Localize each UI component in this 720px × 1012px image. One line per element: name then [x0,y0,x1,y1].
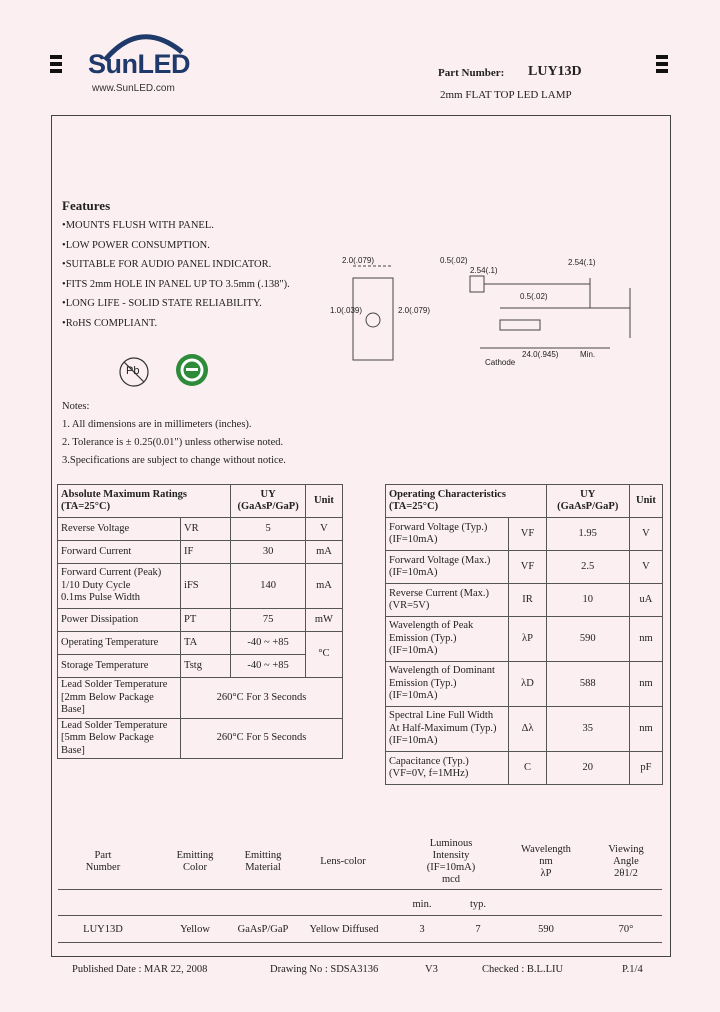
table-row: Lead Solder Temperature [2mm Below Package Base] 260°C For 3 Seconds [58,678,343,719]
note-item: 3.Specifications are subject to change without notice. [62,455,286,466]
logo-text: SunLED [88,49,190,79]
sunled-logo [80,22,200,92]
table-row: Wavelength of Peak Emission (Typ.) (IF=10mA) λP 590 nm [386,617,663,662]
col-viewing-angle: Viewing Angle 2θ1/2 [608,844,644,879]
drawing-number: Drawing No : SDSA3136 [270,964,379,975]
feature-item: • LOW POWER CONSUMPTION. [62,236,290,256]
abs-max-title: Absolute Maximum Ratings (TA=25°C) [58,485,231,518]
dim-label: 2.54(.1) [470,266,498,275]
col-luminous-intensity: Luminous Intensity (IF=10mA) mcd [426,838,476,885]
table-row: Reverse Voltage VR 5 V [58,518,343,541]
notes [62,398,286,470]
table-row: Forward Voltage (Typ.) (IF=10mA) VF 1.95 V [386,518,663,551]
table-row: Storage Temperature Tstg -40 ~ +85 [58,655,343,678]
dim-label: 2.54(.1) [568,258,596,267]
abs-max-col-unit: Unit [305,485,342,518]
col-wavelength: Wavelength nm λP [521,844,571,879]
table-row: Capacitance (Typ.) (VF=0V, f=1MHz) C 20 pF [386,752,663,785]
part-number-label: Part Number: [438,67,505,79]
note-item: 1. All dimensions are in millimeters (inches). [62,419,252,430]
page-number: P.1/4 [622,964,643,975]
feature-item: • FITS 2mm HOLE IN PANEL UP TO 3.5mm (.138"). [62,275,290,295]
typ-label: typ. [469,899,487,910]
table-row: Forward Current (Peak) 1/10 Duty Cycle 0.1ms Pulse Width iFS 140 mA [58,564,343,609]
table-row: Reverse Current (Max.) (VR=5V) IR 10 uA [386,584,663,617]
dim-label: 24.0(.945) [522,350,559,359]
table-row: Lead Solder Temperature [5mm Below Package Base] 260°C For 5 Seconds [58,718,343,759]
dim-label: 0.5(.02) [440,256,468,265]
table-row: Spectral Line Full Width At Half-Maximum (Typ.) (IF=10mA) Δλ 35 nm [386,707,663,752]
subtitle: 2mm FLAT TOP LED LAMP [440,89,572,101]
col-emitting-color: Emitting Color [176,850,214,873]
package-drawing [330,248,660,373]
feature-item: • MOUNTS FLUSH WITH PANEL. [62,216,290,236]
divider [58,889,662,890]
website: www.SunLED.com [92,83,175,94]
op-char-table [385,484,663,785]
dim-label: 0.5(.02) [520,292,548,301]
col-emitting-material: Emitting Material [244,850,282,873]
min-label: min. [412,899,432,910]
col-lens-color: Lens-color [320,856,366,867]
table-row: Power Dissipation PT 75 mW [58,609,343,632]
left-bars-icon [50,55,62,76]
checked-by: Checked : B.L.LIU [482,964,564,975]
features-title: Features [62,198,111,213]
divider [58,942,662,943]
divider [58,915,662,916]
table-row: Forward Current IF 30 mA [58,541,343,564]
pb-free-icon: Pb [118,356,150,388]
note-item: 2. Tolerance is ± 0.25(0.01") unless otherwise noted. [62,437,284,448]
op-char-col-uy: UY (GaAsP/GaP) [546,485,629,518]
op-char-col-unit: Unit [629,485,662,518]
dim-label: Min. [580,350,596,359]
abs-max-table [57,484,343,759]
dim-label: 1.0(.039) [330,306,363,315]
dim-label: 2.0(.079) [398,306,431,315]
feature-item: • SUITABLE FOR AUDIO PANEL INDICATOR. [62,255,290,275]
part-number: LUY13D [528,64,582,79]
feature-item: • RoHS COMPLIANT. [62,314,290,334]
features-list [62,216,290,333]
table-row: Forward Voltage (Max.) (IF=10mA) VF 2.5 V [386,551,663,584]
rohs-green-icon [174,352,210,388]
right-bars-icon [656,55,668,76]
op-char-title: Operating Characteristics (TA=25°C) [386,485,547,518]
col-part-number: Part Number [85,850,121,873]
notes-title: Notes: [62,401,90,412]
table-row: Wavelength of Dominant Emission (Typ.) (IF=10mA) λD 588 nm [386,662,663,707]
version: V3 [425,964,438,975]
dim-label: 2.0(.079) [342,256,375,265]
published-date: Published Date : MAR 22, 2008 [72,964,208,975]
abs-max-col-uy: UY (GaAsP/GaP) [231,485,306,518]
table-row: Operating Temperature TA -40 ~ +85 °C [58,632,343,655]
dim-label: Cathode [485,358,516,367]
feature-item: • LONG LIFE - SOLID STATE RELIABILITY. [62,294,290,314]
